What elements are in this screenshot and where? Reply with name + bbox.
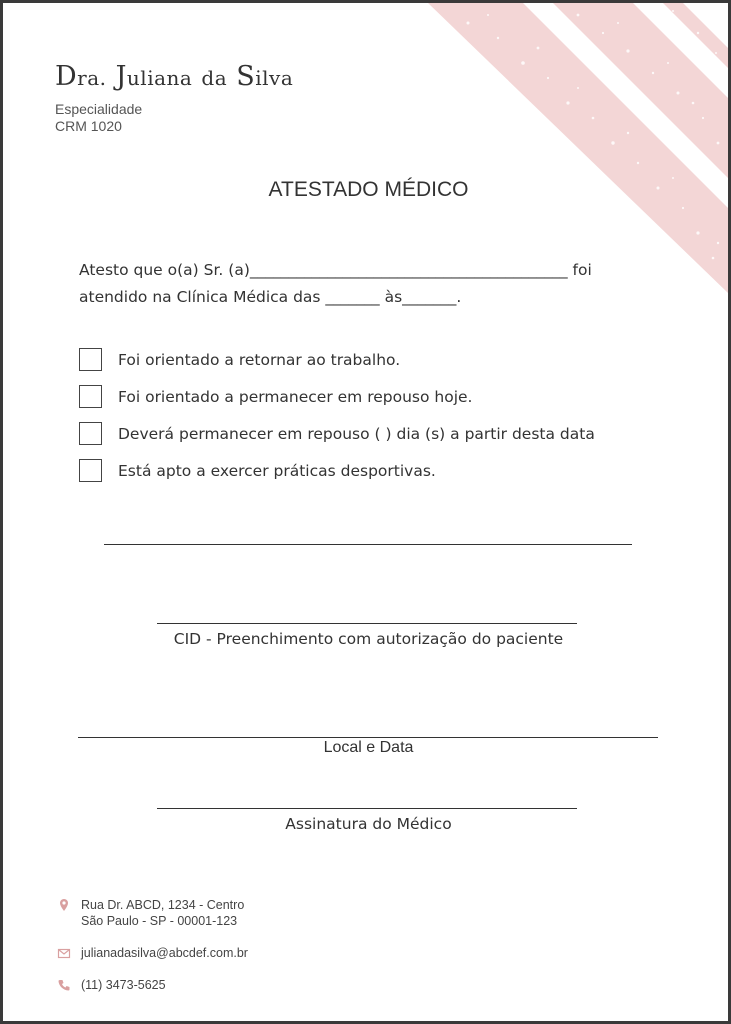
address-line-1: Rua Dr. ABCD, 1234 - Centro bbox=[81, 898, 245, 912]
local-date-label: Local e Data bbox=[323, 739, 414, 756]
location-pin-icon bbox=[57, 898, 71, 912]
signature-label: Assinatura do Médico bbox=[285, 815, 452, 833]
phone-text: (11) 3473-5625 bbox=[81, 978, 166, 992]
checkbox-item-rest-days[interactable] bbox=[79, 415, 595, 452]
checkbox-label: Deverá permanecer em repouso ( ) dia (s) a partir desta data bbox=[118, 424, 595, 443]
local-date-line[interactable] bbox=[78, 737, 658, 738]
cid-label: CID - Preenchimento com autorização do paciente bbox=[173, 630, 564, 648]
checkbox-item-sports-fit[interactable] bbox=[79, 452, 595, 489]
contact-phone bbox=[57, 977, 166, 993]
document-title: ATESTADO MÉDICO bbox=[268, 178, 469, 201]
doctor-name: Dra. Juliana da Silva bbox=[55, 61, 294, 92]
checkbox[interactable] bbox=[79, 385, 102, 408]
checkbox-label: Foi orientado a permanecer em repouso hoje. bbox=[118, 387, 473, 406]
checkbox-label: Está apto a exercer práticas desportivas. bbox=[118, 461, 436, 480]
attestation-line-1: Atesto que o(a) Sr. (a)_________________________________________ foi bbox=[79, 261, 592, 279]
doctor-crm: CRM 1020 bbox=[55, 118, 122, 134]
decorative-stripes bbox=[428, 3, 728, 293]
email-text[interactable]: julianadasilva@abcdef.com.br bbox=[81, 946, 248, 960]
checkbox[interactable] bbox=[79, 422, 102, 445]
envelope-icon bbox=[57, 946, 71, 960]
contact-address bbox=[57, 897, 244, 929]
attestation-text bbox=[79, 257, 669, 311]
signature-line[interactable] bbox=[157, 808, 577, 809]
address-line-2: São Paulo - SP - 00001-123 bbox=[81, 914, 238, 928]
checkbox[interactable] bbox=[79, 348, 102, 371]
checkbox[interactable] bbox=[79, 459, 102, 482]
checkbox-list bbox=[79, 341, 595, 489]
blank-line[interactable] bbox=[104, 544, 632, 545]
contact-email bbox=[57, 945, 248, 961]
checkbox-item-rest-today[interactable] bbox=[79, 378, 595, 415]
attestation-line-2: atendido na Clínica Médica das _______ às_______. bbox=[79, 288, 462, 306]
checkbox-label: Foi orientado a retornar ao trabalho. bbox=[118, 350, 401, 369]
phone-icon bbox=[57, 978, 71, 992]
cid-line[interactable] bbox=[157, 623, 577, 624]
checkbox-item-return-work[interactable] bbox=[79, 341, 595, 378]
doctor-specialty: Especialidade bbox=[55, 101, 143, 117]
